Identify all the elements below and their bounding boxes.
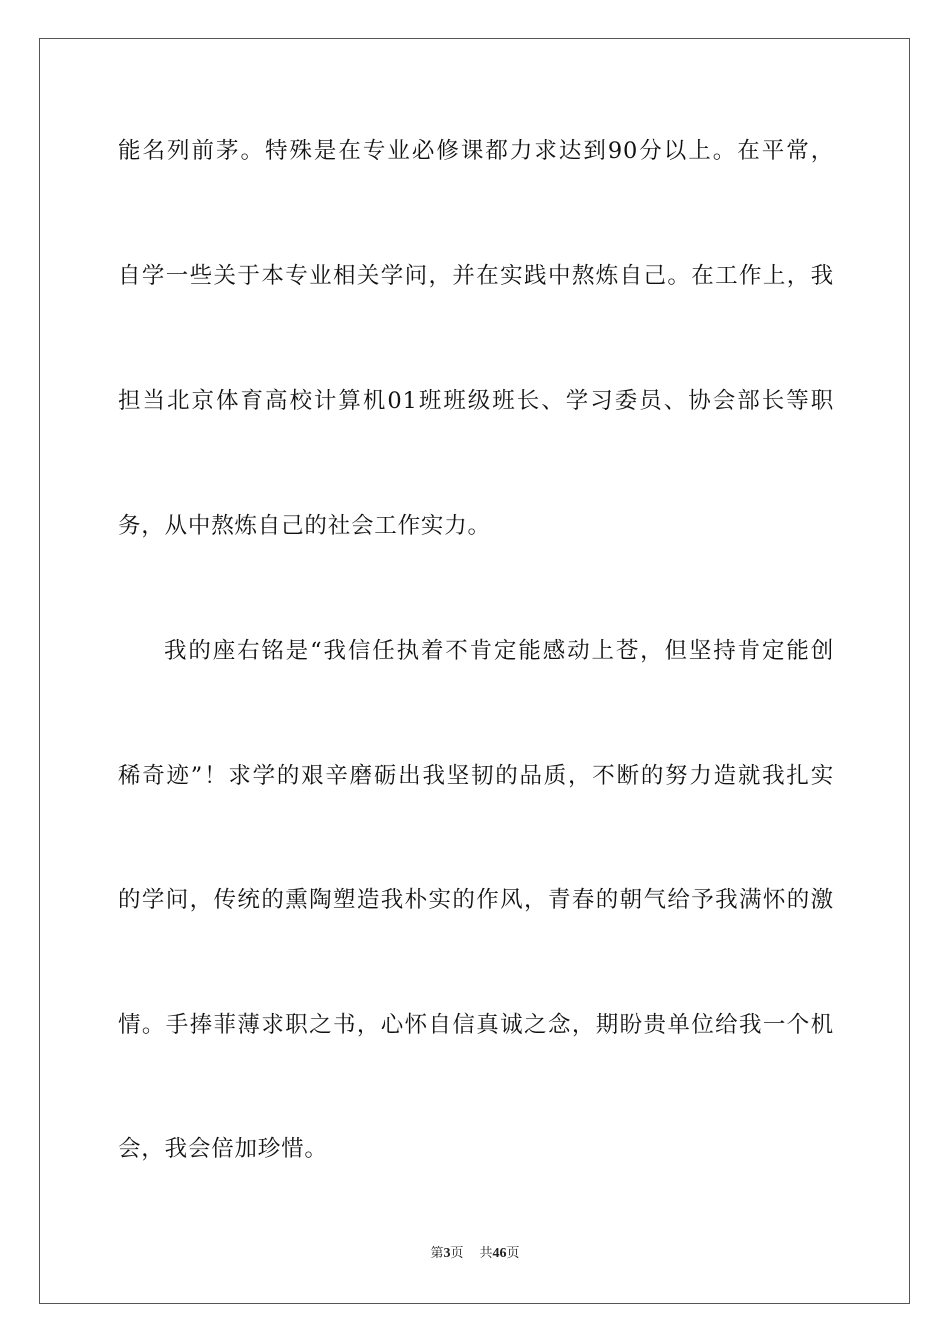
- page-border: [39, 38, 910, 1304]
- page-number-label: [430, 1246, 463, 1261]
- text-line: 担当北京体育高校计算机01班班级班长、学习委员、协会部长等职: [118, 388, 834, 414]
- page-number: 3: [443, 1246, 451, 1261]
- total-pages: 46: [492, 1246, 507, 1261]
- total-pages-label: [480, 1246, 520, 1261]
- total-suffix: 页: [506, 1246, 520, 1261]
- page-prefix: 第: [430, 1246, 444, 1261]
- page-suffix: 页: [450, 1246, 464, 1261]
- text-line: 的学问，传统的熏陶塑造我朴实的作风，青春的朝气给予我满怀的激: [118, 887, 834, 913]
- text-line: 会，我会倍加珍惜。: [118, 1136, 328, 1162]
- text-line: 能名列前茅。特殊是在专业必修课都力求达到90分以上。在平常，: [118, 138, 834, 164]
- text-line: 务，从中熬炼自己的社会工作实力。: [118, 513, 491, 539]
- text-line: 稀奇迹”！求学的艰辛磨砺出我坚韧的品质，不断的努力造就我扎实: [118, 763, 834, 789]
- text-line: 情。手捧菲薄求职之书，心怀自信真诚之念，期盼贵单位给我一个机: [118, 1012, 834, 1038]
- text-line: 自学一些关于本专业相关学问，并在实践中熬炼自己。在工作上，我: [118, 263, 834, 289]
- total-prefix: 共: [479, 1246, 493, 1261]
- text-line: 我的座右铭是“我信任执着不肯定能感动上苍，但坚持肯定能创: [164, 638, 834, 664]
- page-footer: [0, 1245, 950, 1263]
